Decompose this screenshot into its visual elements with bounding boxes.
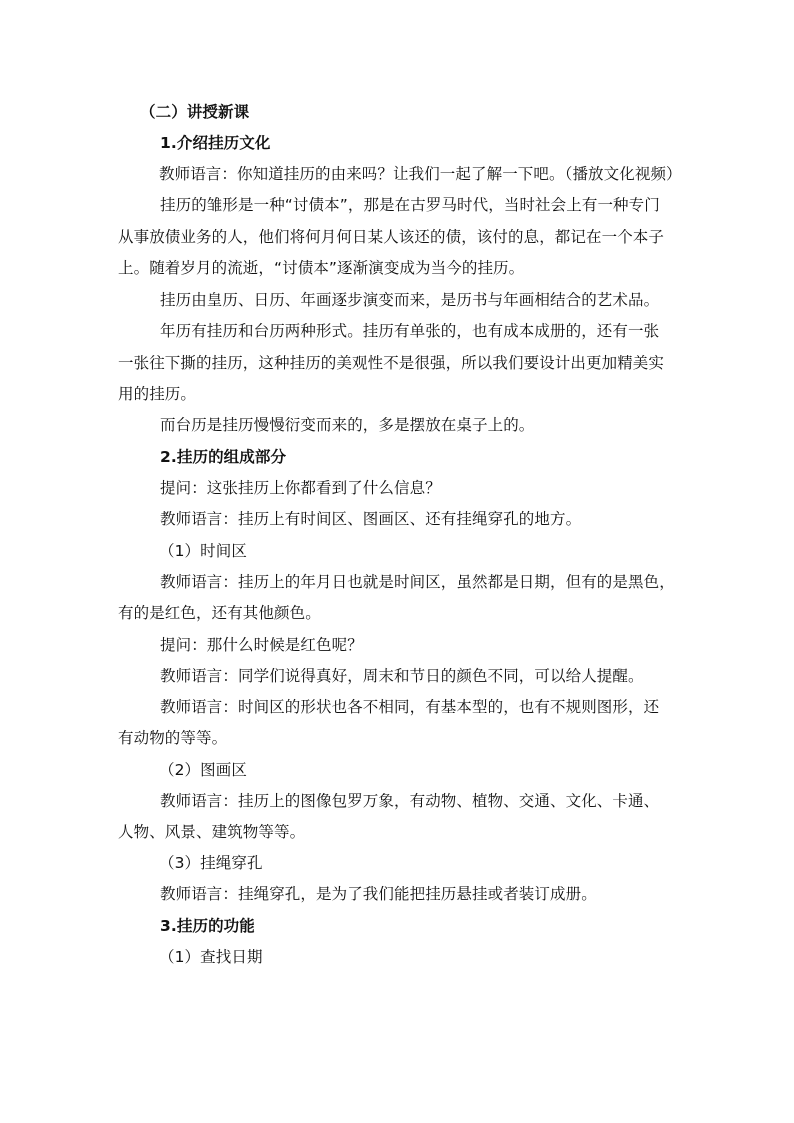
question-line: 提问：那什么时候是红色呢？ [160, 636, 363, 654]
paragraph-line: 挂历由皇历、日历、年画逐步演变而来，是历书与年画相结合的艺术品。 [160, 291, 660, 309]
section-title-1: 1.介绍挂历文化 [160, 134, 271, 152]
paragraph-line: 挂历的雏形是一种“讨债本”，那是在古罗马时代，当时社会上有一种专门 [160, 196, 660, 214]
paragraph-line: 一张往下撕的挂历，这种挂历的美观性不是很强，所以我们要设计出更加精美实 [118, 354, 665, 372]
subsection-title: （1）时间区 [159, 542, 247, 560]
paragraph-line: 教师语言：挂历上的年月日也就是时间区，虽然都是日期，但有的是黑色， [160, 573, 675, 591]
paragraph-line: 有动物的等等。 [118, 729, 228, 747]
paragraph-line: 年历有挂历和台历两种形式。挂历有单张的，也有成本成册的，还有一张 [160, 322, 660, 340]
paragraph-line: 从事放债业务的人，他们将何月何日某人该还的债，该付的息，都记在一个本子 [118, 228, 665, 246]
paragraph-line: 人物、风景、建筑物等等。 [118, 823, 306, 841]
paragraph-line: 而台历是挂历慢慢衍变而来的，多是摆放在桌子上的。 [160, 416, 535, 434]
subsection-title: （3）挂绳穿孔 [159, 854, 263, 872]
paragraph-line: 教师语言：挂历上有时间区、图画区、还有挂绳穿孔的地方。 [160, 510, 582, 528]
section-title-3: 3.挂历的功能 [160, 917, 255, 935]
subsection-title: （2）图画区 [159, 761, 247, 779]
paragraph-line: 有的是红色，还有其他颜色。 [118, 604, 321, 622]
lesson-heading: （二）讲授新课 [140, 103, 250, 121]
paragraph-line: 教师语言：你知道挂历的由来吗？让我们一起了解一下吧。（播放文化视频） [159, 165, 682, 183]
question-line: 提问：这张挂历上你都看到了什么信息？ [160, 479, 441, 497]
paragraph-line: 教师语言：挂历上的图像包罗万象，有动物、植物、交通、文化、卡通、 [160, 792, 660, 810]
paragraph-line: 教师语言：时间区的形状也各不相同，有基本型的，也有不规则图形，还 [160, 698, 660, 716]
section-title-2: 2.挂历的组成部分 [160, 448, 287, 466]
paragraph-line: 上。随着岁月的流逝，“讨债本”逐渐演变成为当今的挂历。 [118, 259, 525, 277]
paragraph-line: 教师语言：同学们说得真好，周末和节日的颜色不同，可以给人提醒。 [160, 667, 644, 685]
subsection-title: （1）查找日期 [159, 948, 263, 966]
paragraph-line: 用的挂历。 [118, 385, 197, 403]
paragraph-line: 教师语言：挂绳穿孔，是为了我们能把挂历悬挂或者装订成册。 [160, 885, 597, 903]
